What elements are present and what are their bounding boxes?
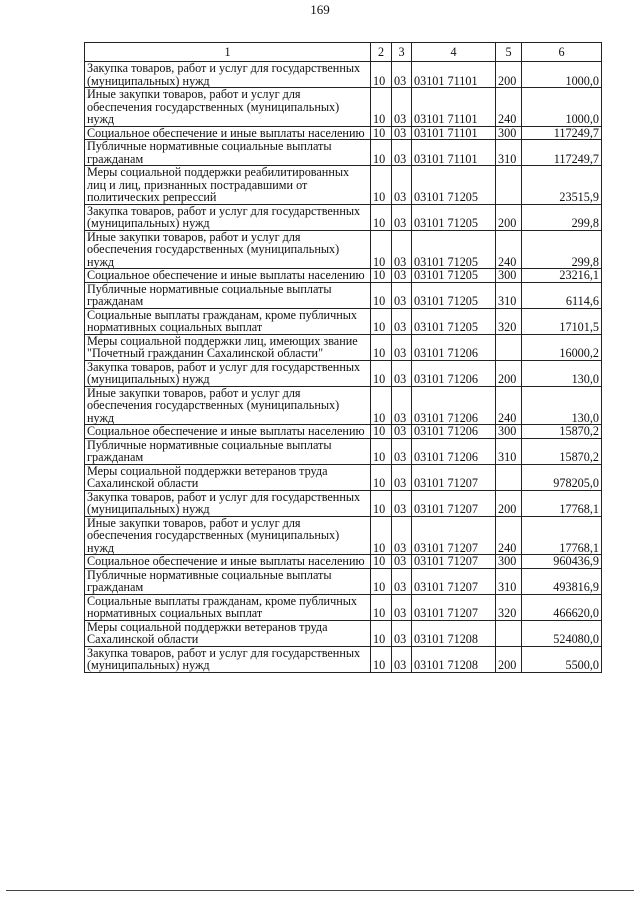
row-amount: 130,0: [522, 386, 602, 425]
row-amount: 17768,1: [522, 490, 602, 516]
table-row: [85, 166, 602, 205]
row-expense-type: [496, 334, 522, 360]
header-col-2: 2: [371, 43, 392, 62]
table-row: [85, 88, 602, 127]
row-amount: 299,8: [522, 230, 602, 269]
table-row: [85, 555, 602, 569]
row-expense-type: 310: [496, 568, 522, 594]
row-amount: 978205,0: [522, 464, 602, 490]
row-expense-type: 240: [496, 516, 522, 555]
row-expense-type: [496, 620, 522, 646]
row-section: 10: [371, 425, 392, 439]
row-section: 10: [371, 166, 392, 205]
table-row: [85, 204, 602, 230]
row-target-item: 03101 71207: [412, 594, 496, 620]
row-target-item: 03101 71101: [412, 126, 496, 140]
row-name: Публичные нормативные социальные выплаты гражданам: [85, 568, 371, 594]
row-section: 10: [371, 490, 392, 516]
row-name: Закупка товаров, работ и услуг для государственных (муниципальных) нужд: [85, 646, 371, 672]
row-expense-type: 320: [496, 308, 522, 334]
row-target-item: 03101 71207: [412, 464, 496, 490]
row-expense-type: 200: [496, 62, 522, 88]
table-row: [85, 464, 602, 490]
row-target-item: 03101 71205: [412, 204, 496, 230]
row-target-item: 03101 71207: [412, 516, 496, 555]
row-expense-type: 300: [496, 555, 522, 569]
row-subsection: 03: [392, 308, 412, 334]
table-row: [85, 308, 602, 334]
row-amount: 5500,0: [522, 646, 602, 672]
row-amount: 23216,1: [522, 269, 602, 283]
table-row: [85, 438, 602, 464]
row-subsection: 03: [392, 269, 412, 283]
table-row: [85, 126, 602, 140]
row-expense-type: 200: [496, 490, 522, 516]
row-subsection: 03: [392, 334, 412, 360]
row-target-item: 03101 71207: [412, 490, 496, 516]
row-subsection: 03: [392, 204, 412, 230]
row-name: Социальные выплаты гражданам, кроме публичных нормативных социальных выплат: [85, 594, 371, 620]
row-expense-type: 200: [496, 204, 522, 230]
row-target-item: 03101 71101: [412, 88, 496, 127]
row-section: 10: [371, 464, 392, 490]
row-expense-type: [496, 166, 522, 205]
row-target-item: 03101 71206: [412, 386, 496, 425]
row-section: 10: [371, 620, 392, 646]
row-subsection: 03: [392, 62, 412, 88]
row-expense-type: 240: [496, 88, 522, 127]
row-subsection: 03: [392, 126, 412, 140]
table-row: [85, 140, 602, 166]
row-expense-type: 300: [496, 425, 522, 439]
row-expense-type: 310: [496, 282, 522, 308]
row-subsection: 03: [392, 490, 412, 516]
header-col-6: 6: [522, 43, 602, 62]
row-expense-type: 240: [496, 386, 522, 425]
row-target-item: 03101 71206: [412, 360, 496, 386]
row-amount: 493816,9: [522, 568, 602, 594]
table-row: [85, 646, 602, 672]
row-amount: 15870,2: [522, 438, 602, 464]
row-target-item: 03101 71207: [412, 555, 496, 569]
row-target-item: 03101 71101: [412, 140, 496, 166]
row-section: 10: [371, 516, 392, 555]
budget-table: [84, 42, 602, 673]
row-target-item: 03101 71205: [412, 308, 496, 334]
row-subsection: 03: [392, 620, 412, 646]
row-target-item: 03101 71206: [412, 334, 496, 360]
row-amount: 1000,0: [522, 88, 602, 127]
table-row: [85, 594, 602, 620]
row-target-item: 03101 71205: [412, 166, 496, 205]
table-row: [85, 230, 602, 269]
row-expense-type: 200: [496, 646, 522, 672]
row-subsection: 03: [392, 594, 412, 620]
row-name: Закупка товаров, работ и услуг для государственных (муниципальных) нужд: [85, 360, 371, 386]
row-name: Закупка товаров, работ и услуг для государственных (муниципальных) нужд: [85, 490, 371, 516]
row-name: Меры социальной поддержки лиц, имеющих звание "Почетный гражданин Сахалинской области": [85, 334, 371, 360]
table-row: [85, 490, 602, 516]
table-row: [85, 360, 602, 386]
row-section: 10: [371, 88, 392, 127]
row-amount: 17101,5: [522, 308, 602, 334]
row-subsection: 03: [392, 464, 412, 490]
row-target-item: 03101 71206: [412, 438, 496, 464]
row-target-item: 03101 71208: [412, 646, 496, 672]
page-number: 169: [310, 2, 330, 17]
row-subsection: 03: [392, 282, 412, 308]
row-name: Меры социальной поддержки ветеранов труда Сахалинской области: [85, 464, 371, 490]
table-row: [85, 620, 602, 646]
table-body: [85, 62, 602, 673]
row-name: Иные закупки товаров, работ и услуг для обеспечения государственных (муниципальных) нужд: [85, 386, 371, 425]
row-amount: 6114,6: [522, 282, 602, 308]
row-section: 10: [371, 334, 392, 360]
row-name: Иные закупки товаров, работ и услуг для обеспечения государственных (муниципальных) нужд: [85, 230, 371, 269]
row-target-item: 03101 71206: [412, 425, 496, 439]
row-section: 10: [371, 555, 392, 569]
row-amount: 1000,0: [522, 62, 602, 88]
table-row: [85, 282, 602, 308]
row-amount: 299,8: [522, 204, 602, 230]
row-subsection: 03: [392, 516, 412, 555]
row-subsection: 03: [392, 360, 412, 386]
row-section: 10: [371, 360, 392, 386]
row-amount: 17768,1: [522, 516, 602, 555]
header-col-5: 5: [496, 43, 522, 62]
row-target-item: 03101 71205: [412, 269, 496, 283]
row-name: Меры социальной поддержки реабилитированных лиц и лиц, признанных пострадавшими от политических репрессий: [85, 166, 371, 205]
row-name: Иные закупки товаров, работ и услуг для обеспечения государственных (муниципальных) нужд: [85, 516, 371, 555]
row-amount: 466620,0: [522, 594, 602, 620]
row-section: 10: [371, 269, 392, 283]
row-name: Иные закупки товаров, работ и услуг для обеспечения государственных (муниципальных) нужд: [85, 88, 371, 127]
row-subsection: 03: [392, 386, 412, 425]
row-section: 10: [371, 126, 392, 140]
row-amount: 23515,9: [522, 166, 602, 205]
row-subsection: 03: [392, 230, 412, 269]
row-section: 10: [371, 386, 392, 425]
row-section: 10: [371, 594, 392, 620]
row-expense-type: [496, 464, 522, 490]
row-name: Меры социальной поддержки ветеранов труда Сахалинской области: [85, 620, 371, 646]
row-expense-type: 300: [496, 126, 522, 140]
row-amount: 524080,0: [522, 620, 602, 646]
row-section: 10: [371, 282, 392, 308]
row-subsection: 03: [392, 425, 412, 439]
row-section: 10: [371, 646, 392, 672]
row-target-item: 03101 71208: [412, 620, 496, 646]
row-name: Публичные нормативные социальные выплаты гражданам: [85, 282, 371, 308]
row-amount: 130,0: [522, 360, 602, 386]
table-row: [85, 386, 602, 425]
row-name: Закупка товаров, работ и услуг для государственных (муниципальных) нужд: [85, 62, 371, 88]
row-subsection: 03: [392, 646, 412, 672]
row-name: Закупка товаров, работ и услуг для государственных (муниципальных) нужд: [85, 204, 371, 230]
row-subsection: 03: [392, 555, 412, 569]
row-expense-type: 200: [496, 360, 522, 386]
row-section: 10: [371, 230, 392, 269]
row-amount: 16000,2: [522, 334, 602, 360]
row-section: 10: [371, 62, 392, 88]
row-target-item: 03101 71205: [412, 282, 496, 308]
row-name: Социальные выплаты гражданам, кроме публичных нормативных социальных выплат: [85, 308, 371, 334]
table-row: [85, 334, 602, 360]
header-col-3: 3: [392, 43, 412, 62]
row-subsection: 03: [392, 438, 412, 464]
row-expense-type: 240: [496, 230, 522, 269]
table-row: [85, 269, 602, 283]
row-section: 10: [371, 438, 392, 464]
table-row: [85, 425, 602, 439]
row-target-item: 03101 71101: [412, 62, 496, 88]
row-section: 10: [371, 568, 392, 594]
row-subsection: 03: [392, 568, 412, 594]
row-subsection: 03: [392, 166, 412, 205]
row-name: Социальное обеспечение и иные выплаты населению: [85, 555, 371, 569]
row-amount: 117249,7: [522, 140, 602, 166]
table-header-row: [85, 43, 602, 62]
row-expense-type: 310: [496, 438, 522, 464]
row-expense-type: 320: [496, 594, 522, 620]
row-amount: 117249,7: [522, 126, 602, 140]
row-amount: 960436,9: [522, 555, 602, 569]
row-section: 10: [371, 204, 392, 230]
row-name: Публичные нормативные социальные выплаты гражданам: [85, 438, 371, 464]
table-row: [85, 568, 602, 594]
row-subsection: 03: [392, 88, 412, 127]
row-name: Социальное обеспечение и иные выплаты населению: [85, 425, 371, 439]
row-name: Социальное обеспечение и иные выплаты населению: [85, 269, 371, 283]
row-expense-type: 310: [496, 140, 522, 166]
bottom-rule: [6, 890, 634, 891]
table-row: [85, 62, 602, 88]
row-section: 10: [371, 140, 392, 166]
row-amount: 15870,2: [522, 425, 602, 439]
row-section: 10: [371, 308, 392, 334]
row-name: Социальное обеспечение и иные выплаты населению: [85, 126, 371, 140]
row-name: Публичные нормативные социальные выплаты гражданам: [85, 140, 371, 166]
row-subsection: 03: [392, 140, 412, 166]
row-target-item: 03101 71207: [412, 568, 496, 594]
header-col-1: 1: [85, 43, 371, 62]
header-col-4: 4: [412, 43, 496, 62]
table-row: [85, 516, 602, 555]
row-expense-type: 300: [496, 269, 522, 283]
row-target-item: 03101 71205: [412, 230, 496, 269]
